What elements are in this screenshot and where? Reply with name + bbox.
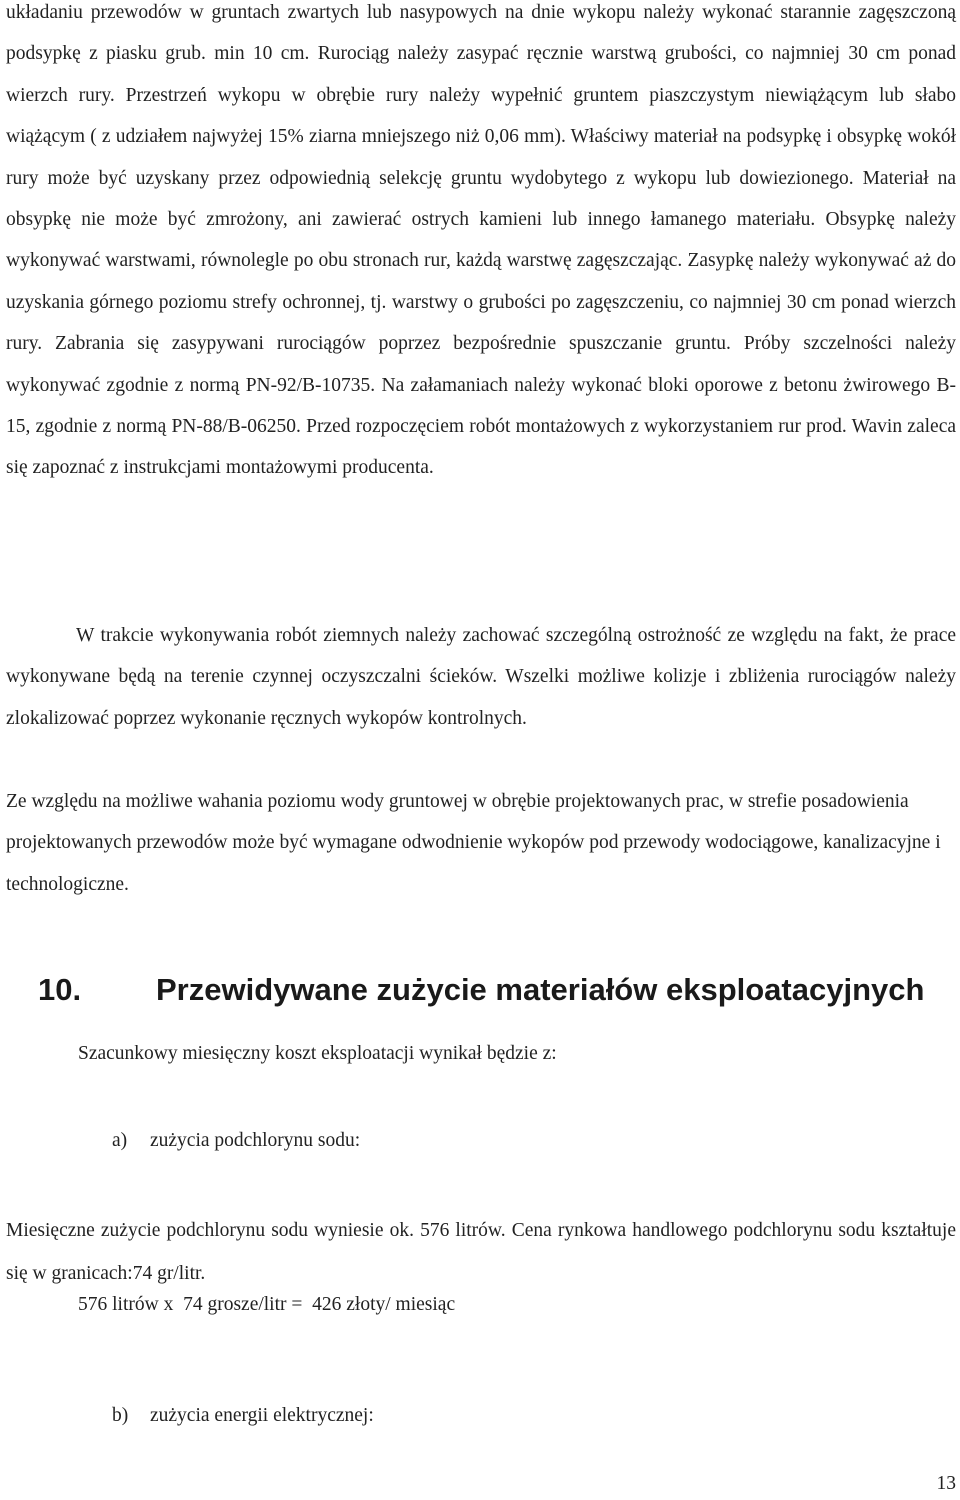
section-number: 10. [38, 972, 82, 1007]
list-item-a [112, 1130, 360, 1152]
paragraph-hypochlorite-usage: Miesięczne zużycie podchlorynu sodu wyniesie ok. 576 litrów. Cena rynkowa handlowego podchlorynu sodu kształtuje się w granicach:74 gr/litr. [6, 1220, 956, 1284]
paragraph-trench-backfill: układaniu przewodów w gruntach zwartych lub nasypowych na dnie wykopu należy wykonać starannie zagęszczoną podsypkę z piasku grub. min 10 cm. Rurociąg należy zasypać ręcznie warstwą grubości, co najmniej 30 cm ponad wierzch rury. Przestrzeń wykopu w obrębie rury należy wypełnić gruntem piaszczystym niewiążącym lub słabo wiążącym ( z udziałem najwyżej 15% ziarna mniejszego niż 0,06 mm). Właściwy materiał na podsypkę i obsypkę wokół rury może być uzyskany przez odpowiednią selekcję gruntu wydobytego z wykopu lub dowiezionego. Materiał na obsypkę nie może być zmrożony, ani zawierać ostrych kamieni lub innego łamanego materiału. Obsypkę należy wykonywać warstwami, równolegle po obu stronach rur, każdą warstwę zagęszczając. Zasypkę należy wykonywać aż do uzyskania górnego poziomu strefy ochronnej, tj. warstwy o grubości po zagęszczeniu, co najmniej 30 cm ponad wierzch rury. Zabrania się zasypywani rurociągów poprzez bezpośrednie spuszczanie gruntu. Próby szczelności należy wykonywać zgodnie z normą PN-92/B-10735. Na załamaniach należy wykonać bloki oporowe z betonu żwirowego B-15, zgodnie z normą PN-88/B-06250. Przed rozpoczęciem robót montażowych z wykorzystaniem rur prod. Wavin zaleca się zapoznać z instrukcjami montażowymi producenta. [6, 2, 956, 479]
list-marker-a: a) [112, 1130, 128, 1151]
paragraph-earthworks-caution: W trakcie wykonywania robót ziemnych należy zachować szczególną ostrożność ze względu na fakt, że prace wykonywane będą na terenie czynnej oczyszczalni ścieków. Wszelki możliwe kolizje i zbliżenia rurociągów należy zlokalizować poprzez wykonanie ręcznych wykopów kontrolnych. [6, 625, 956, 729]
cost-intro: Szacunkowy miesięczny koszt eksploatacji wynikał będzie z: [78, 1043, 557, 1064]
page-number: 13 [936, 1473, 956, 1494]
section-heading [38, 972, 958, 1008]
paragraph-groundwater: Ze względu na możliwe wahania poziomu wody gruntowej w obrębie projektowanych prac, w strefie posadowienia projektowanych przewodów może być wymagane odwodnienie wykopów pod przewody wodociągowe, kanalizacyjne i technologiczne. [6, 791, 941, 895]
section-title: Przewidywane zużycie materiałów eksploatacyjnych [156, 972, 925, 1007]
list-text-a: zużycia podchlorynu sodu: [150, 1130, 361, 1151]
list-text-b: zużycia energii elektrycznej: [150, 1405, 374, 1426]
list-marker-b: b) [112, 1405, 129, 1426]
cost-calculation: 576 litrów x 74 grosze/litr = 426 złoty/ miesiąc [78, 1294, 456, 1315]
list-item-b [112, 1405, 374, 1427]
